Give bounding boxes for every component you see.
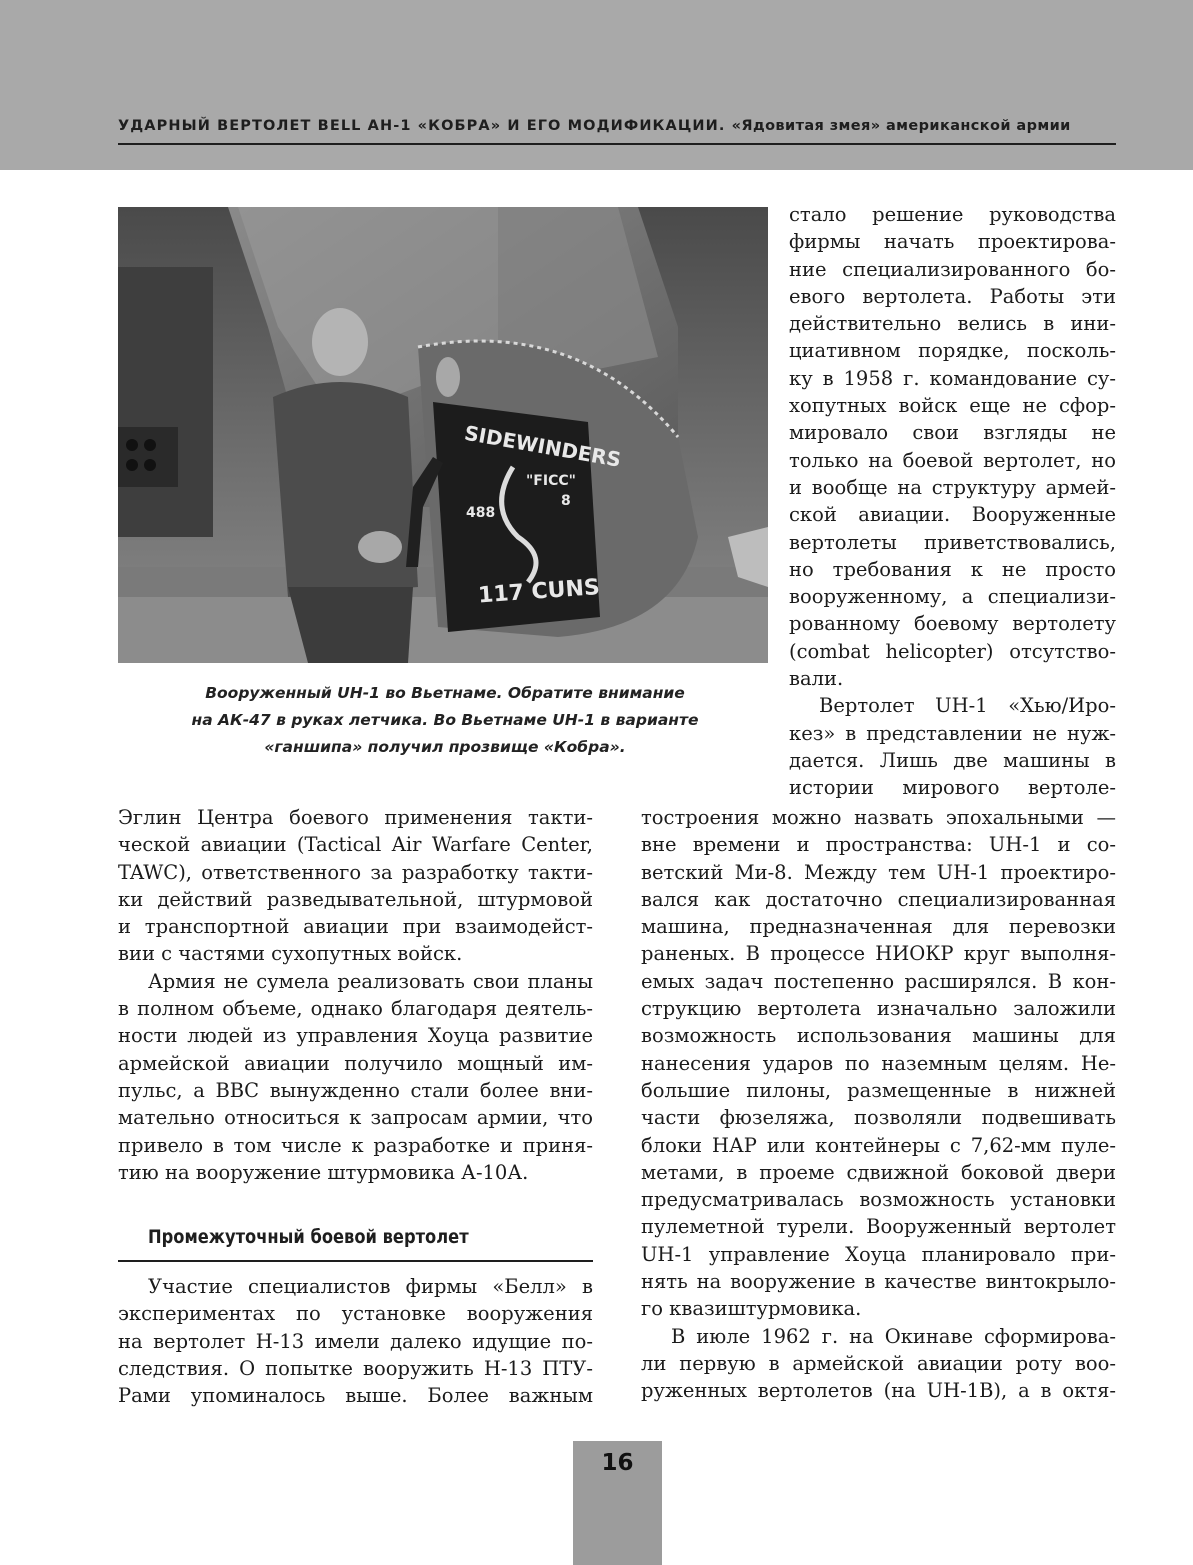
text-line: мательно относиться к запросам армии, что — [118, 1106, 593, 1130]
text-line: мировало свои взгляды не — [789, 421, 1116, 445]
text-line: экспериментах по установке вооружения — [118, 1302, 593, 1326]
nose-art-top: SIDEWINDERS — [462, 420, 623, 472]
text-line: в полном объеме, однако благодаря деятель- — [118, 997, 593, 1021]
text-line: Эглин Центра боевого применения такти- — [118, 806, 593, 829]
text-line: тию на вооружение штурмовика А-10А. — [118, 1160, 529, 1184]
text-line: вался как достаточно специализированная — [641, 887, 1116, 911]
left-column-text — [118, 804, 593, 1186]
text-line: емых задач постепенно расширялся. В кон- — [641, 969, 1116, 993]
text-line: и вообще на структуру армей- — [789, 475, 1116, 499]
text-line: вне времени и пространства: UH-1 и со- — [641, 833, 1116, 857]
text-line: армейской авиации получило мощный им- — [118, 1051, 593, 1075]
text-line: ности людей из управления Хоуца развитие — [118, 1024, 593, 1048]
text-line: Рами упоминалось выше. Более важным — [118, 1384, 593, 1408]
text-line: вертолеты приветствовались, — [789, 530, 1116, 554]
text-line: вии с частями сухопутных войск. — [118, 942, 463, 966]
nose-art-unit: "FICC" — [526, 473, 576, 489]
text-line: пулеметной турели. Вооруженный вертолет — [641, 1215, 1116, 1239]
nose-art-bottom: 117 CUNS — [477, 575, 601, 609]
header-rule — [118, 143, 1116, 145]
text-line: нять на вооружение в качестве винтокрыло- — [641, 1270, 1116, 1294]
text-line: вооруженному, а специализи- — [789, 585, 1116, 609]
caption-line: на АК-47 в руках летчика. Во Вьетнаме UH-1 в варианте — [191, 711, 699, 729]
text-line: рованному боевому вертолету — [789, 612, 1116, 636]
caption-line: Вооруженный UH-1 во Вьетнаме. Обратите внимание — [205, 684, 685, 702]
text-line: Вертолет UH-1 «Хью/Иро- — [819, 694, 1116, 718]
right-column-bottom-text — [641, 804, 1116, 1405]
text-line: ветский Ми-8. Между тем UH-1 проектиро- — [641, 860, 1116, 884]
text-line: пульс, а ВВС вынужденно стали более вни- — [118, 1078, 593, 1102]
text-line: машина, предназначенная для перевозки — [641, 915, 1116, 939]
text-line: руженных вертолетов (на UH-1B), а в октя- — [641, 1379, 1116, 1403]
photo-caption — [150, 680, 740, 761]
text-line: дается. Лишь две машины в — [789, 748, 1116, 772]
text-line: Участие специалистов фирмы «Белл» в — [148, 1275, 593, 1298]
section-heading-rule — [118, 1260, 593, 1262]
text-line: В июле 1962 г. на Окинаве сформирова- — [671, 1324, 1116, 1348]
text-line: циативном порядке, посколь- — [789, 339, 1116, 363]
text-line: предусматривалась возможность установки — [641, 1188, 1116, 1212]
right-column-top-text — [789, 201, 1116, 802]
text-line: возможность использования машины для — [641, 1024, 1116, 1048]
page-number: 16 — [601, 1450, 634, 1476]
text-line: фирмы начать проектирова- — [789, 230, 1116, 254]
text-line: но требования к не просто — [789, 557, 1116, 581]
text-line: го квазиштурмовика. — [641, 1297, 862, 1321]
caption-line: «ганшипа» получил прозвище «Кобра». — [264, 738, 626, 756]
text-line: ческой авиации (Tactical Air Warfare Center, — [118, 833, 593, 857]
text-line: блоки НАР или контейнеры с 7,62-мм пуле- — [641, 1133, 1116, 1157]
text-line: истории мирового вертоле- — [789, 776, 1116, 800]
text-line: привело в том числе к разработке и приня- — [118, 1133, 593, 1157]
text-line: и транспортной авиации при взаимодейст- — [118, 915, 593, 939]
text-line: на вертолет Н-13 имели далеко идущие по- — [118, 1329, 593, 1353]
text-line: Армия не сумела реализовать свои планы — [148, 969, 593, 993]
text-line: действительно велись в ини- — [789, 312, 1116, 336]
text-line: UH-1 управление Хоуца планировало при- — [641, 1242, 1116, 1266]
text-line: большие пилоны, размещенные в нижней — [641, 1078, 1116, 1102]
running-header-subtitle: «Ядовитая змея» американской армии — [731, 118, 1071, 134]
nose-art-left: 488 — [466, 505, 496, 521]
text-line: стало решение руководства — [789, 203, 1116, 226]
text-line: ки действий разведывательной, штурмовой — [118, 887, 593, 911]
text-line: евого вертолета. Работы эти — [789, 284, 1116, 308]
text-line: вали. — [789, 667, 844, 691]
running-header — [118, 118, 1118, 134]
text-line: (combat helicopter) отсутство- — [789, 639, 1116, 663]
text-line: хопутных войск еще не сфор- — [789, 394, 1116, 418]
text-line: TAWC), ответственного за разработку такти- — [118, 860, 593, 884]
text-line: тостроения можно назвать эпохальными — — [641, 806, 1116, 829]
text-line: ку в 1958 г. командование су- — [789, 366, 1116, 390]
text-line: ской авиации. Вооруженные — [789, 503, 1116, 527]
nose-art-right: 8 — [561, 493, 571, 509]
helicopter-photo — [118, 207, 768, 663]
text-line: струкцию вертолета изначально заложили — [641, 997, 1116, 1021]
text-line: ли первую в армейской авиации роту воо- — [641, 1351, 1116, 1375]
text-line: нанесения ударов по наземным целям. Не- — [641, 1051, 1116, 1075]
left-column-section-text — [118, 1273, 593, 1409]
text-line: раненых. В процессе НИОКР круг выполня- — [641, 942, 1116, 966]
text-line: части фюзеляжа, позволяли подвешивать — [641, 1106, 1116, 1130]
text-line: метами, в проеме сдвижной боковой двери — [641, 1160, 1116, 1184]
text-line: кез» в представлении не нуж- — [789, 721, 1116, 745]
section-heading: Промежуточный боевой вертолет — [148, 1227, 469, 1248]
running-header-title: УДАРНЫЙ ВЕРТОЛЕТ BELL АН-1 «КОБРА» И ЕГО МОДИФИКАЦИИ. — [118, 118, 726, 134]
text-line: следствия. О попытке вооружить Н-13 ПТУ- — [118, 1356, 593, 1380]
text-line: только на боевой вертолет, но — [789, 448, 1116, 472]
text-line: ние специализированного бо- — [789, 257, 1116, 281]
